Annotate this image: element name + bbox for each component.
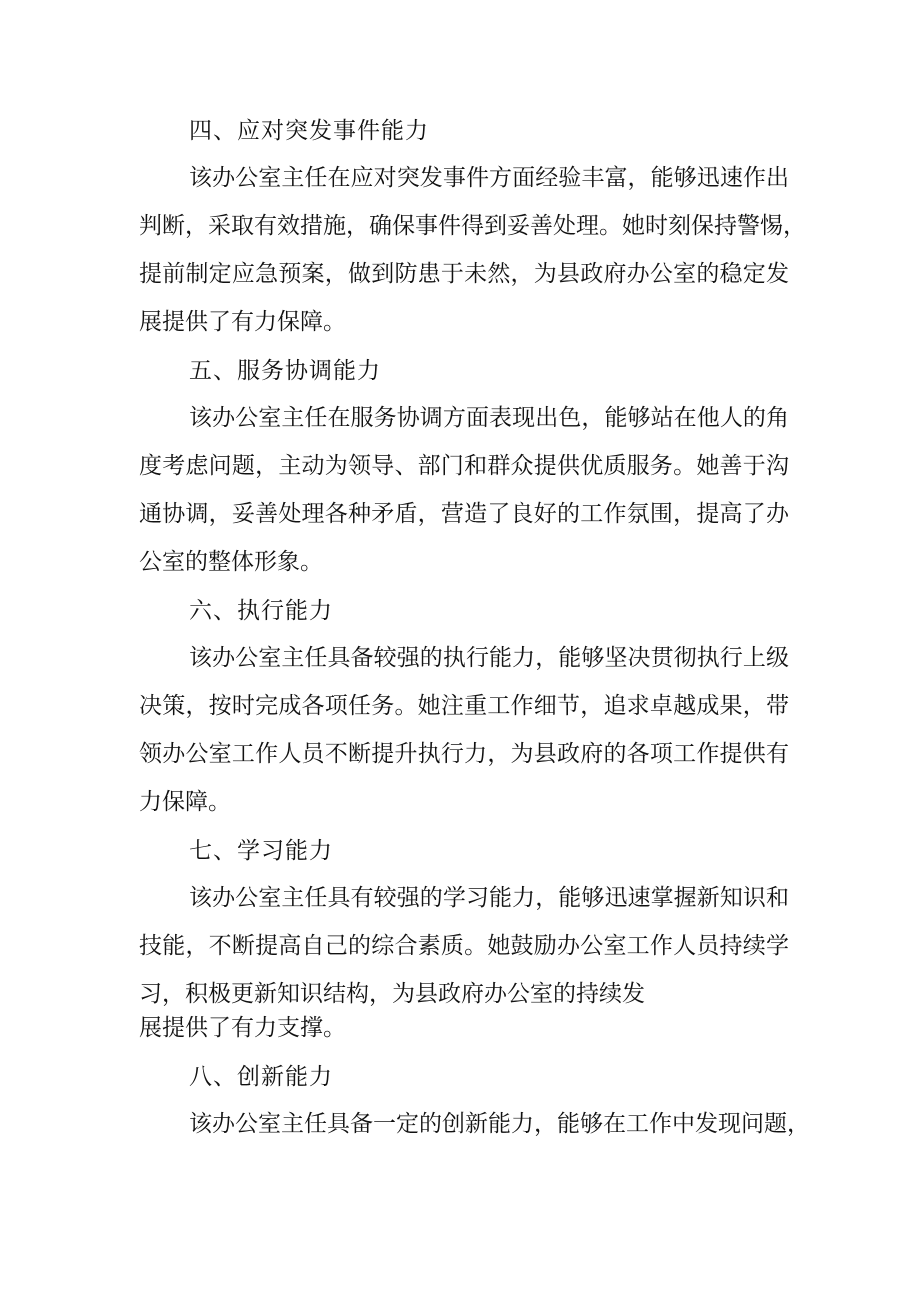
paragraph-line: 判断，采取有效措施，确保事件得到妥善处理。她时刻保持警惕， <box>139 213 806 239</box>
section-heading: 六、执行能力 <box>189 598 333 624</box>
section-heading: 五、服务协调能力 <box>189 358 381 384</box>
section-heading: 七、学习能力 <box>189 838 333 864</box>
paragraph-line: 力保障。 <box>139 789 231 815</box>
paragraph-line: 度考虑问题，主动为领导、部门和群众提供优质服务。她善于沟 <box>139 453 789 479</box>
paragraph-line: 技能，不断提高自己的综合素质。她鼓励办公室工作人员持续学 <box>139 933 789 959</box>
paragraph-line: 该办公室主任在应对突发事件方面经验丰富，能够迅速作出 <box>189 165 789 191</box>
paragraph-line: 领办公室工作人员不断提升执行力，为县政府的各项工作提供有 <box>139 741 789 767</box>
paragraph-line: 提前制定应急预案，做到防患于未然，为县政府办公室的稳定发 <box>139 261 789 287</box>
paragraph-line: 该办公室主任具备一定的创新能力，能够在工作中发现问题， <box>189 1111 810 1137</box>
paragraph-line: 该办公室主任具备较强的执行能力，能够坚决贯彻执行上级 <box>189 645 789 671</box>
paragraph-line: 展提供了有力保障。 <box>139 309 346 335</box>
paragraph-line: 该办公室主任在服务协调方面表现出色，能够站在他人的角 <box>189 405 789 431</box>
section-heading: 四、应对突发事件能力 <box>189 118 429 144</box>
paragraph-line: 该办公室主任具有较强的学习能力，能够迅速掌握新知识和 <box>189 885 789 911</box>
paragraph-line: 通协调，妥善处理各种矛盾，营造了良好的工作氛围，提高了办 <box>139 501 789 527</box>
paragraph-line: 决策，按时完成各项任务。她注重工作细节，追求卓越成果，带 <box>139 693 789 719</box>
paragraph-line: 展提供了有力支撑。 <box>139 1015 346 1041</box>
paragraph-line: 习，积极更新知识结构，为县政府办公室的持续发 <box>139 981 645 1007</box>
paragraph-line: 公室的整体形象。 <box>139 549 323 575</box>
section-heading: 八、创新能力 <box>189 1064 333 1090</box>
